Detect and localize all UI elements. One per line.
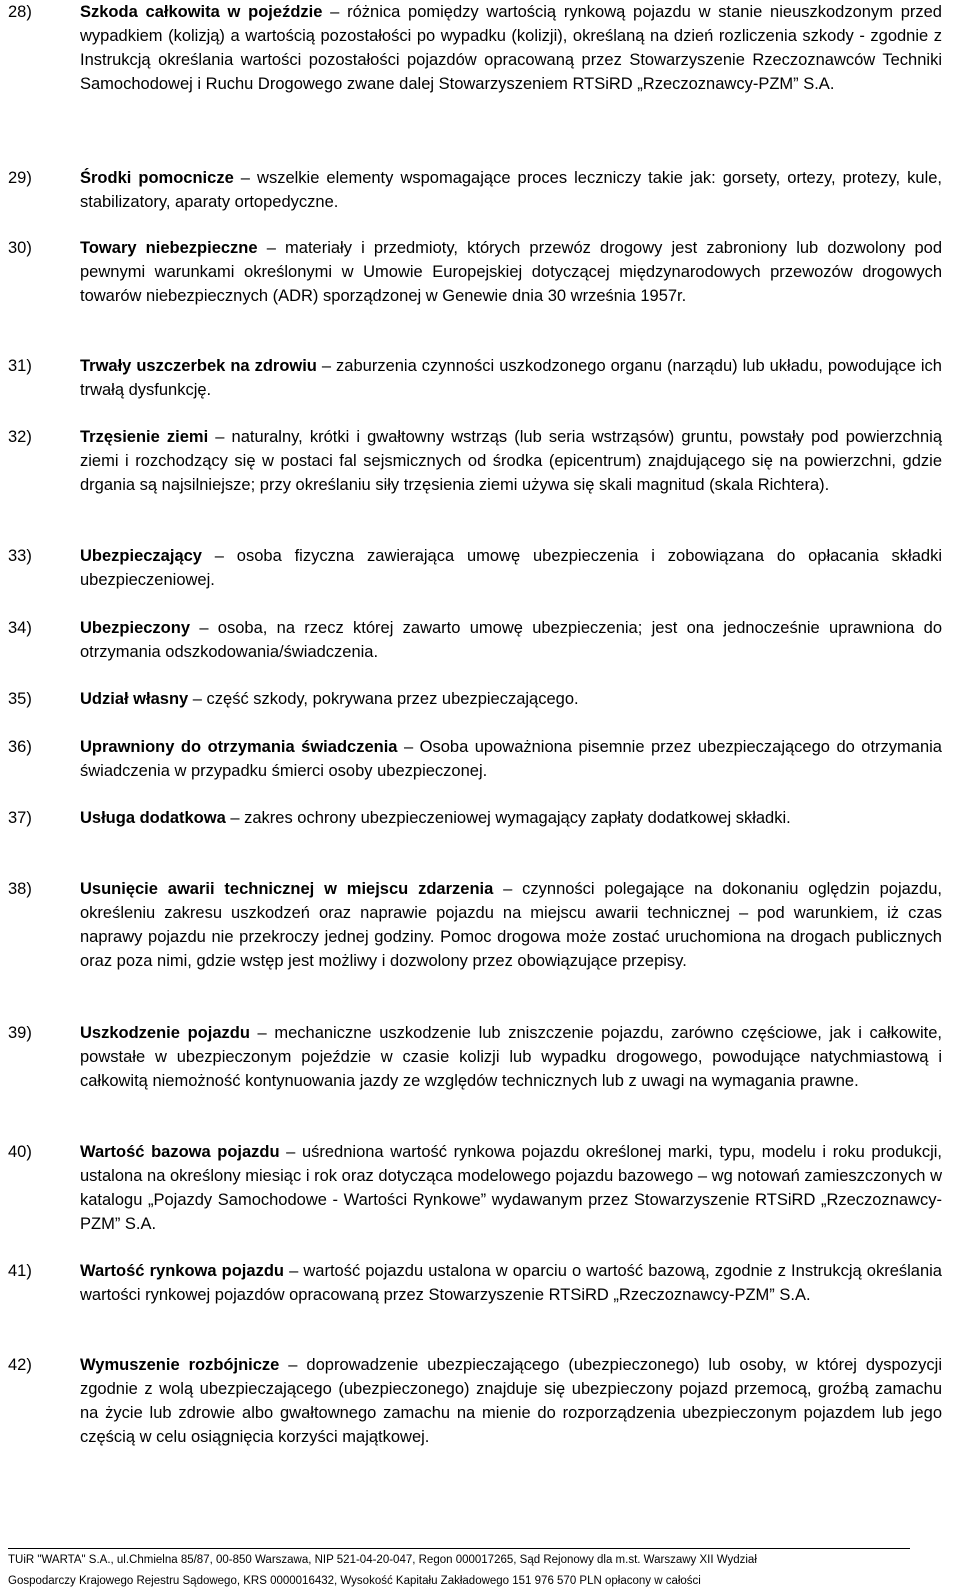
definition-number: 32) (8, 428, 32, 446)
definition-number: 36) (8, 738, 32, 756)
definition-28 (0, 0, 960, 96)
definition-text: – wszelkie elementy wspomagające proces leczniczy takie jak: gorsety, ortezy, protezy, kule, stabilizatory, aparaty ortopedyczne. (80, 169, 942, 211)
definition-term: Wymuszenie rozbójnicze (80, 1356, 280, 1374)
definition-number: 37) (8, 809, 32, 827)
definition-term: Trwały uszczerbek na zdrowiu (80, 357, 317, 375)
definition-body (80, 877, 942, 973)
definition-text: – Osoba upoważniona pisemnie przez ubezpieczającego do otrzymania świadczenia w przypadku śmierci osoby ubezpieczonej. (80, 738, 942, 780)
definition-text: – zakres ochrony ubezpieczeniowej wymagający zapłaty dodatkowej składki. (225, 809, 791, 827)
definition-text: – materiały i przedmioty, których przewóz drogowy jest zabroniony lub dozwolony pod pewnymi warunkami określonymi w Umowie Europejskiej dotyczącej międzynarodowych przewozów drogowych towarów niebezpiecznych (ADR) sporządzonej w Genewie dnia 30 września 1957r. (80, 239, 942, 305)
definition-term: Uszkodzenie pojazdu (80, 1024, 250, 1042)
definition-number: 38) (8, 880, 32, 898)
definition-term: Udział własny (80, 690, 189, 708)
definition-number: 31) (8, 357, 32, 375)
definition-body (80, 1353, 942, 1449)
definition-31 (0, 354, 960, 402)
definition-body (80, 687, 942, 711)
definition-text: – naturalny, krótki i gwałtowny wstrząs (lub seria wstrząsów) gruntu, powstały pod powierzchnią ziemi i rozchodzący się w postaci fal sejsmicznych od środka (epicentrum) znajdującego się na powierzchni, gdzie drgania są najsilniejsze; przy określaniu siły trzęsienia ziemi używa się skali magnitud (skala Richtera). (80, 428, 942, 494)
definition-40 (0, 1140, 960, 1236)
definition-body (80, 1021, 942, 1093)
definition-text: – osoba, na rzecz której zawarto umowę ubezpieczenia; jest ona jednocześnie uprawniona do otrzymania odszkodowania/świadczenia. (80, 619, 942, 661)
definition-term: Towary niebezpieczne (80, 239, 258, 257)
definition-body (80, 1140, 942, 1236)
footer-line-2: Gospodarczy Krajowego Rejestru Sądowego, KRS 0000016432, Wysokość Kapitału Zakładowego 151 976 570 PLN opłacony w całości (8, 1575, 701, 1587)
definition-30 (0, 236, 960, 308)
definition-text: – zaburzenia czynności uszkodzonego organu (narządu) lub układu, powodujące ich trwałą dysfunkcję. (80, 357, 942, 399)
definition-38 (0, 877, 960, 973)
definition-number: 42) (8, 1356, 32, 1374)
definition-term: Wartość rynkowa pojazdu (80, 1262, 284, 1280)
definition-number: 28) (8, 3, 32, 21)
definition-number: 29) (8, 169, 32, 187)
definition-number: 34) (8, 619, 32, 637)
definition-term: Usunięcie awarii technicznej w miejscu zdarzenia (80, 880, 494, 898)
definition-37 (0, 806, 960, 830)
definition-term: Środki pomocnicze (80, 169, 234, 187)
definition-term: Wartość bazowa pojazdu (80, 1143, 280, 1161)
definition-term: Uprawniony do otrzymania świadczenia (80, 738, 398, 756)
definition-33 (0, 544, 960, 592)
definition-body (80, 354, 942, 402)
definition-body (80, 1259, 942, 1307)
definition-term: Szkoda całkowita w pojeździe (80, 3, 323, 21)
definition-term: Trzęsienie ziemi (80, 428, 209, 446)
definition-body (80, 236, 942, 308)
definition-number: 41) (8, 1262, 32, 1280)
definition-body (80, 166, 942, 214)
definition-32 (0, 425, 960, 497)
definition-body (80, 425, 942, 497)
definition-number: 39) (8, 1024, 32, 1042)
definition-text: – uśredniona wartość rynkowa pojazdu określonej marki, typu, modelu i roku produkcji, ustalona na określony miesiąc i rok oraz dotycząca modelowego pojazdu bazowego – wg notowań zamieszczonych w katalogu „Pojazdy Samochodowe - Wartości Rynkowe” wydawanym przez Stowarzyszenie RTSiRD „Rzeczoznawcy-PZM” S.A. (80, 1143, 942, 1233)
definition-34 (0, 616, 960, 664)
definition-body (80, 0, 942, 96)
definition-term: Usługa dodatkowa (80, 809, 226, 827)
definition-41 (0, 1259, 960, 1307)
definition-text: – czynności polegające na dokonaniu oględzin pojazdu, określeniu zakresu uszkodzeń oraz naprawie pojazdu na miejscu awarii technicznej – pod warunkiem, iż czas naprawy pojazdu nie przekroczy jednej godziny. Pomoc drogowa może zostać uruchomiona na drogach publicznych oraz poza nimi, gdzie wstęp jest możliwy i dozwolony przez obowiązujące przepisy. (80, 880, 942, 970)
footer-line-1: TUiR "WARTA" S.A., ul.Chmielna 85/87, 00-850 Warszawa, NIP 521-04-20-047, Regon 000017265, Sąd Rejonowy dla m.st. Warszawy XII Wydział (8, 1554, 757, 1566)
definition-text: – część szkody, pokrywana przez ubezpieczającego. (188, 690, 579, 708)
definition-text: – różnica pomiędzy wartością rynkową pojazdu w stanie nieuszkodzonym przed wypadkiem (kolizją) a wartością pozostałości po wypadku (kolizji), określaną na dzień rozliczenia szkody - zgodnie z Instrukcją określania wartości pozostałości pojazdów opracowaną przez Stowarzyszenie Rzeczoznawców Techniki Samochodowej i Ruchu Drogowego zwane dalej Stowarzyszeniem RTSiRD „Rzeczoznawcy-PZM” S.A. (80, 3, 942, 93)
definition-number: 40) (8, 1143, 32, 1161)
definition-text: – wartość pojazdu ustalona w oparciu o wartość bazową, zgodnie z Instrukcją określania wartości rynkowej pojazdów opracowaną przez Stowarzyszenie RTSiRD „Rzeczoznawcy-PZM” S.A. (80, 1262, 942, 1304)
definition-text: – osoba fizyczna zawierająca umowę ubezpieczenia i zobowiązana do opłacania składki ubezpieczeniowej. (80, 547, 942, 589)
definition-term: Ubezpieczający (80, 547, 202, 565)
definition-39 (0, 1021, 960, 1093)
definition-text: – doprowadzenie ubezpieczającego (ubezpieczonego) lub osoby, w której dyspozycji zgodnie z wolą ubezpieczającego (ubezpieczonego) znajduje się ubezpieczony pojazd przemocą, groźbą zamachu na życie lub zdrowie albo gwałtownego zamachu na mienie do rozporządzenia ubezpieczonym pojazdem lub jego częścią w celu osiągnięcia korzyści majątkowej. (80, 1356, 942, 1446)
definition-number: 30) (8, 239, 32, 257)
definition-42 (0, 1353, 960, 1449)
definition-body (80, 806, 942, 830)
definition-35 (0, 687, 960, 711)
definition-number: 33) (8, 547, 32, 565)
definition-body (80, 735, 942, 783)
definition-29 (0, 166, 960, 214)
definition-body (80, 544, 942, 592)
definition-body (80, 616, 942, 664)
definition-text: – mechaniczne uszkodzenie lub zniszczenie pojazdu, zarówno częściowe, jak i całkowite, powstałe w ubezpieczonym pojeździe w czasie kolizji lub wypadku drogowego, powodujące natychmiastową i całkowitą niemożność kontynuowania jazdy ze względów technicznych lub z uwagi na wymagania prawne. (80, 1024, 942, 1090)
definition-number: 35) (8, 690, 32, 708)
footer-divider (8, 1548, 910, 1549)
definition-36 (0, 735, 960, 783)
definition-term: Ubezpieczony (80, 619, 191, 637)
